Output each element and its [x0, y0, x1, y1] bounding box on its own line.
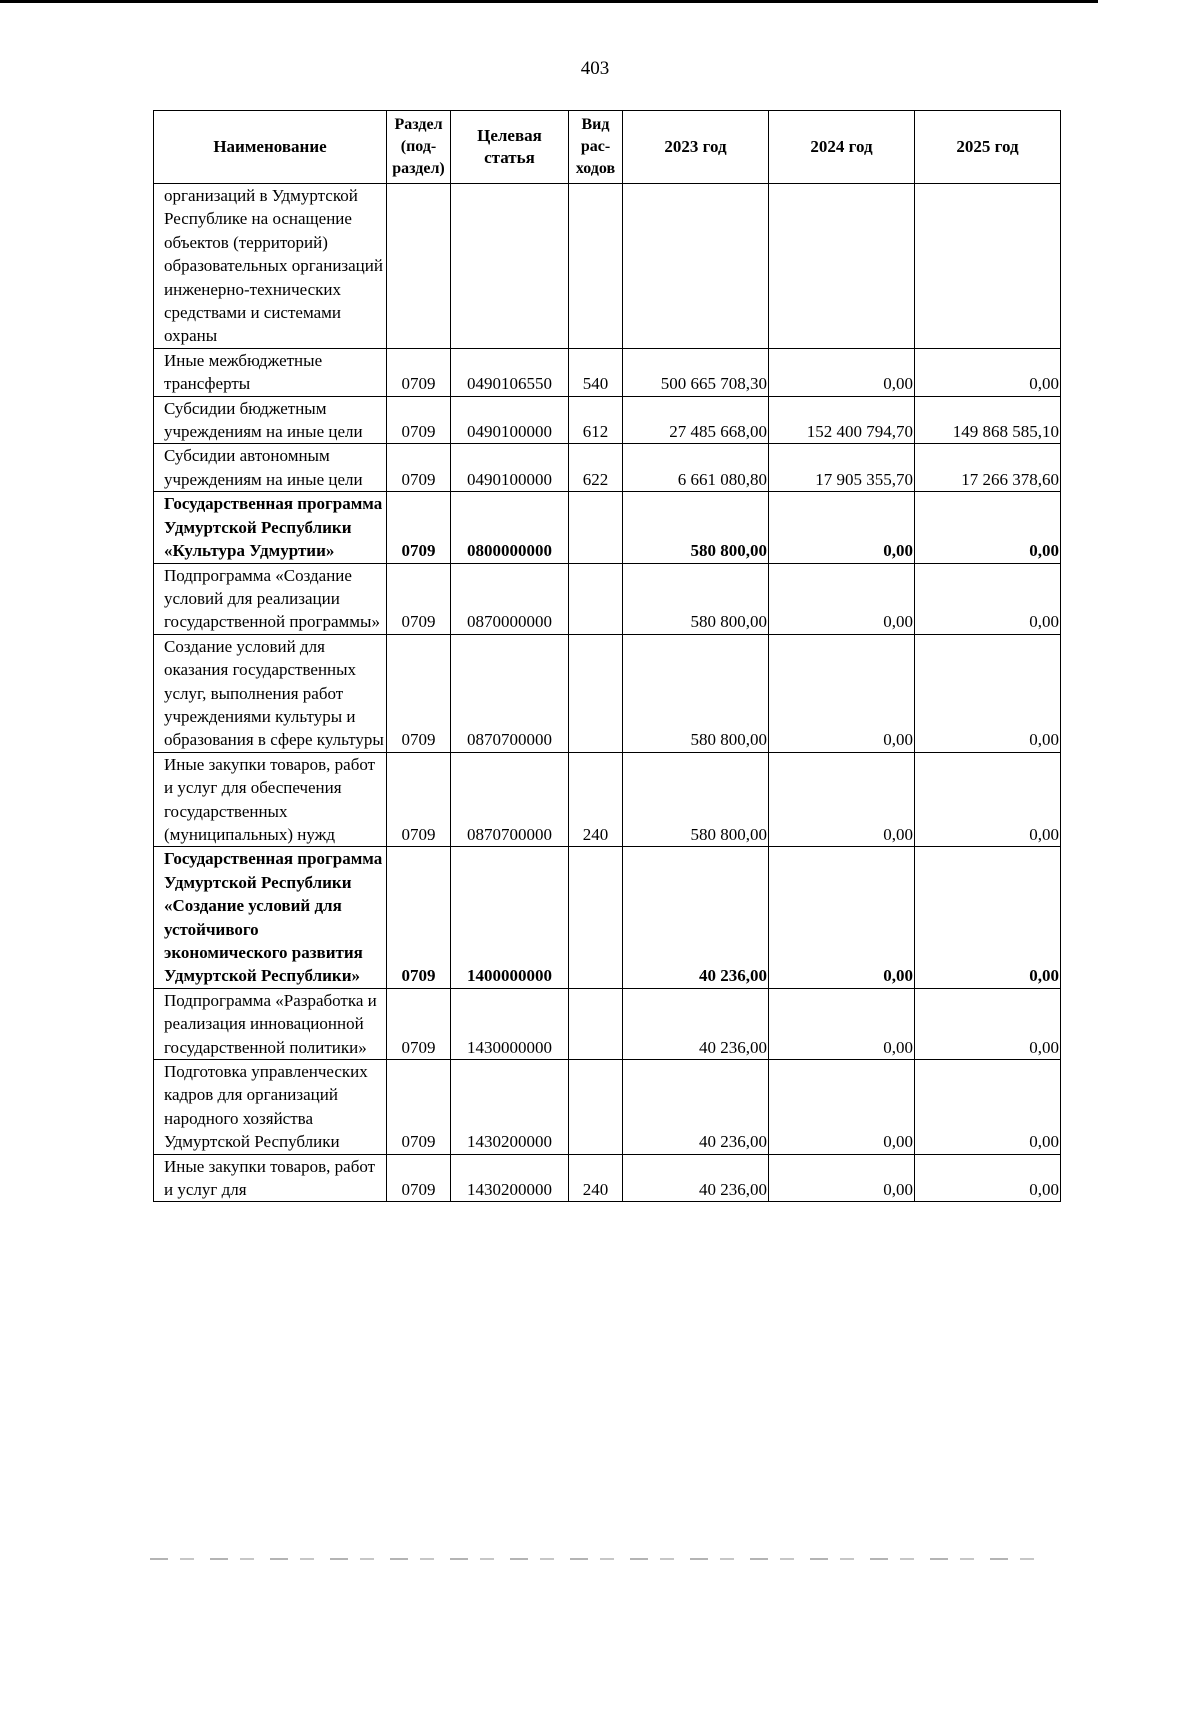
row-name: Иные закупки товаров, работ и услуг для — [154, 1154, 387, 1202]
header-target: Целевая статья — [451, 111, 569, 184]
row-2025-amount: 0,00 — [915, 492, 1061, 563]
table-row — [154, 444, 1061, 492]
row-name: Государственная программа Удмуртской Республики «Создание условий для устойчивого экономического развития Удмуртской Республики» — [154, 847, 387, 988]
row-name: Подпрограмма «Создание условий для реализации государственной программы» — [154, 563, 387, 634]
row-type: 540 — [569, 348, 623, 396]
row-type — [569, 988, 623, 1059]
row-type — [569, 184, 623, 349]
row-2024-amount — [769, 184, 915, 349]
row-name: Иные межбюджетные трансферты — [154, 348, 387, 396]
page-number: 403 — [580, 58, 610, 79]
row-type — [569, 492, 623, 563]
row-target: 1430200000 — [451, 1154, 569, 1202]
row-type — [569, 563, 623, 634]
table-body — [154, 184, 1061, 1202]
row-name: организаций в Удмуртской Республике на оснащение объектов (территорий) образовательных организаций инженерно-технических средствами и системами охраны — [154, 184, 387, 349]
row-2023-amount: 6 661 080,80 — [623, 444, 769, 492]
row-2025-amount: 0,00 — [915, 1154, 1061, 1202]
row-2023-amount: 40 236,00 — [623, 1154, 769, 1202]
row-target: 0800000000 — [451, 492, 569, 563]
row-name: Подготовка управленческих кадров для организаций народного хозяйства Удмуртской Республики — [154, 1060, 387, 1155]
row-2025-amount: 17 266 378,60 — [915, 444, 1061, 492]
scan-bottom-noise — [150, 1558, 1050, 1560]
row-section: 0709 — [387, 752, 451, 847]
row-target — [451, 184, 569, 349]
header-section: Раздел (под-раздел) — [387, 111, 451, 184]
table-header-row — [154, 111, 1061, 184]
row-2025-amount: 0,00 — [915, 563, 1061, 634]
row-2024-amount: 0,00 — [769, 563, 915, 634]
row-section: 0709 — [387, 563, 451, 634]
row-2023-amount: 40 236,00 — [623, 847, 769, 988]
row-section: 0709 — [387, 444, 451, 492]
row-2023-amount: 27 485 668,00 — [623, 396, 769, 444]
row-type: 240 — [569, 1154, 623, 1202]
row-2023-amount: 40 236,00 — [623, 1060, 769, 1155]
row-2025-amount: 0,00 — [915, 634, 1061, 752]
row-name: Создание условий для оказания государственных услуг, выполнения работ учреждениями культуры и образования в сфере культуры — [154, 634, 387, 752]
table-row — [154, 988, 1061, 1059]
row-target: 1430000000 — [451, 988, 569, 1059]
table-row — [154, 752, 1061, 847]
header-name: Наименование — [154, 111, 387, 184]
scan-top-border — [0, 0, 1098, 3]
table-row — [154, 492, 1061, 563]
row-2025-amount: 0,00 — [915, 752, 1061, 847]
header-2023: 2023 год — [623, 111, 769, 184]
header-2024: 2024 год — [769, 111, 915, 184]
row-target: 0490106550 — [451, 348, 569, 396]
row-2024-amount: 0,00 — [769, 1060, 915, 1155]
header-type: Вид рас-ходов — [569, 111, 623, 184]
row-target: 1400000000 — [451, 847, 569, 988]
row-type — [569, 634, 623, 752]
table-row — [154, 1154, 1061, 1202]
row-section: 0709 — [387, 988, 451, 1059]
row-target: 0870700000 — [451, 634, 569, 752]
table-row — [154, 563, 1061, 634]
row-2023-amount — [623, 184, 769, 349]
row-2023-amount: 580 800,00 — [623, 492, 769, 563]
row-2025-amount: 0,00 — [915, 1060, 1061, 1155]
row-name: Подпрограмма «Разработка и реализация инновационной государственной политики» — [154, 988, 387, 1059]
row-section: 0709 — [387, 1060, 451, 1155]
row-2023-amount: 580 800,00 — [623, 752, 769, 847]
row-section: 0709 — [387, 492, 451, 563]
row-2024-amount: 0,00 — [769, 752, 915, 847]
row-2024-amount: 17 905 355,70 — [769, 444, 915, 492]
row-2023-amount: 500 665 708,30 — [623, 348, 769, 396]
row-section: 0709 — [387, 396, 451, 444]
row-name: Иные закупки товаров, работ и услуг для обеспечения государственных (муниципальных) нужд — [154, 752, 387, 847]
table-row — [154, 396, 1061, 444]
row-2023-amount: 40 236,00 — [623, 988, 769, 1059]
row-2024-amount: 0,00 — [769, 348, 915, 396]
row-2024-amount: 0,00 — [769, 634, 915, 752]
row-2024-amount: 0,00 — [769, 1154, 915, 1202]
row-2024-amount: 0,00 — [769, 492, 915, 563]
table-row — [154, 634, 1061, 752]
row-type: 612 — [569, 396, 623, 444]
row-section: 0709 — [387, 1154, 451, 1202]
row-target: 1430200000 — [451, 1060, 569, 1155]
row-2024-amount: 0,00 — [769, 988, 915, 1059]
budget-table — [153, 110, 1061, 1202]
row-type: 240 — [569, 752, 623, 847]
table-row — [154, 1060, 1061, 1155]
row-target: 0490100000 — [451, 444, 569, 492]
row-target: 0490100000 — [451, 396, 569, 444]
row-2023-amount: 580 800,00 — [623, 563, 769, 634]
row-2025-amount: 149 868 585,10 — [915, 396, 1061, 444]
row-name: Субсидии бюджетным учреждениям на иные цели — [154, 396, 387, 444]
row-target: 0870700000 — [451, 752, 569, 847]
table-row — [154, 348, 1061, 396]
row-type: 622 — [569, 444, 623, 492]
row-type — [569, 1060, 623, 1155]
row-section — [387, 184, 451, 349]
row-2025-amount — [915, 184, 1061, 349]
row-target: 0870000000 — [451, 563, 569, 634]
row-type — [569, 847, 623, 988]
row-name: Субсидии автономным учреждениям на иные цели — [154, 444, 387, 492]
row-2025-amount: 0,00 — [915, 847, 1061, 988]
row-section: 0709 — [387, 847, 451, 988]
row-2024-amount: 152 400 794,70 — [769, 396, 915, 444]
row-section: 0709 — [387, 348, 451, 396]
header-2025: 2025 год — [915, 111, 1061, 184]
table-row — [154, 184, 1061, 349]
row-2023-amount: 580 800,00 — [623, 634, 769, 752]
table-row — [154, 847, 1061, 988]
row-2025-amount: 0,00 — [915, 348, 1061, 396]
row-2024-amount: 0,00 — [769, 847, 915, 988]
row-name: Государственная программа Удмуртской Республики «Культура Удмуртии» — [154, 492, 387, 563]
row-2025-amount: 0,00 — [915, 988, 1061, 1059]
row-section: 0709 — [387, 634, 451, 752]
